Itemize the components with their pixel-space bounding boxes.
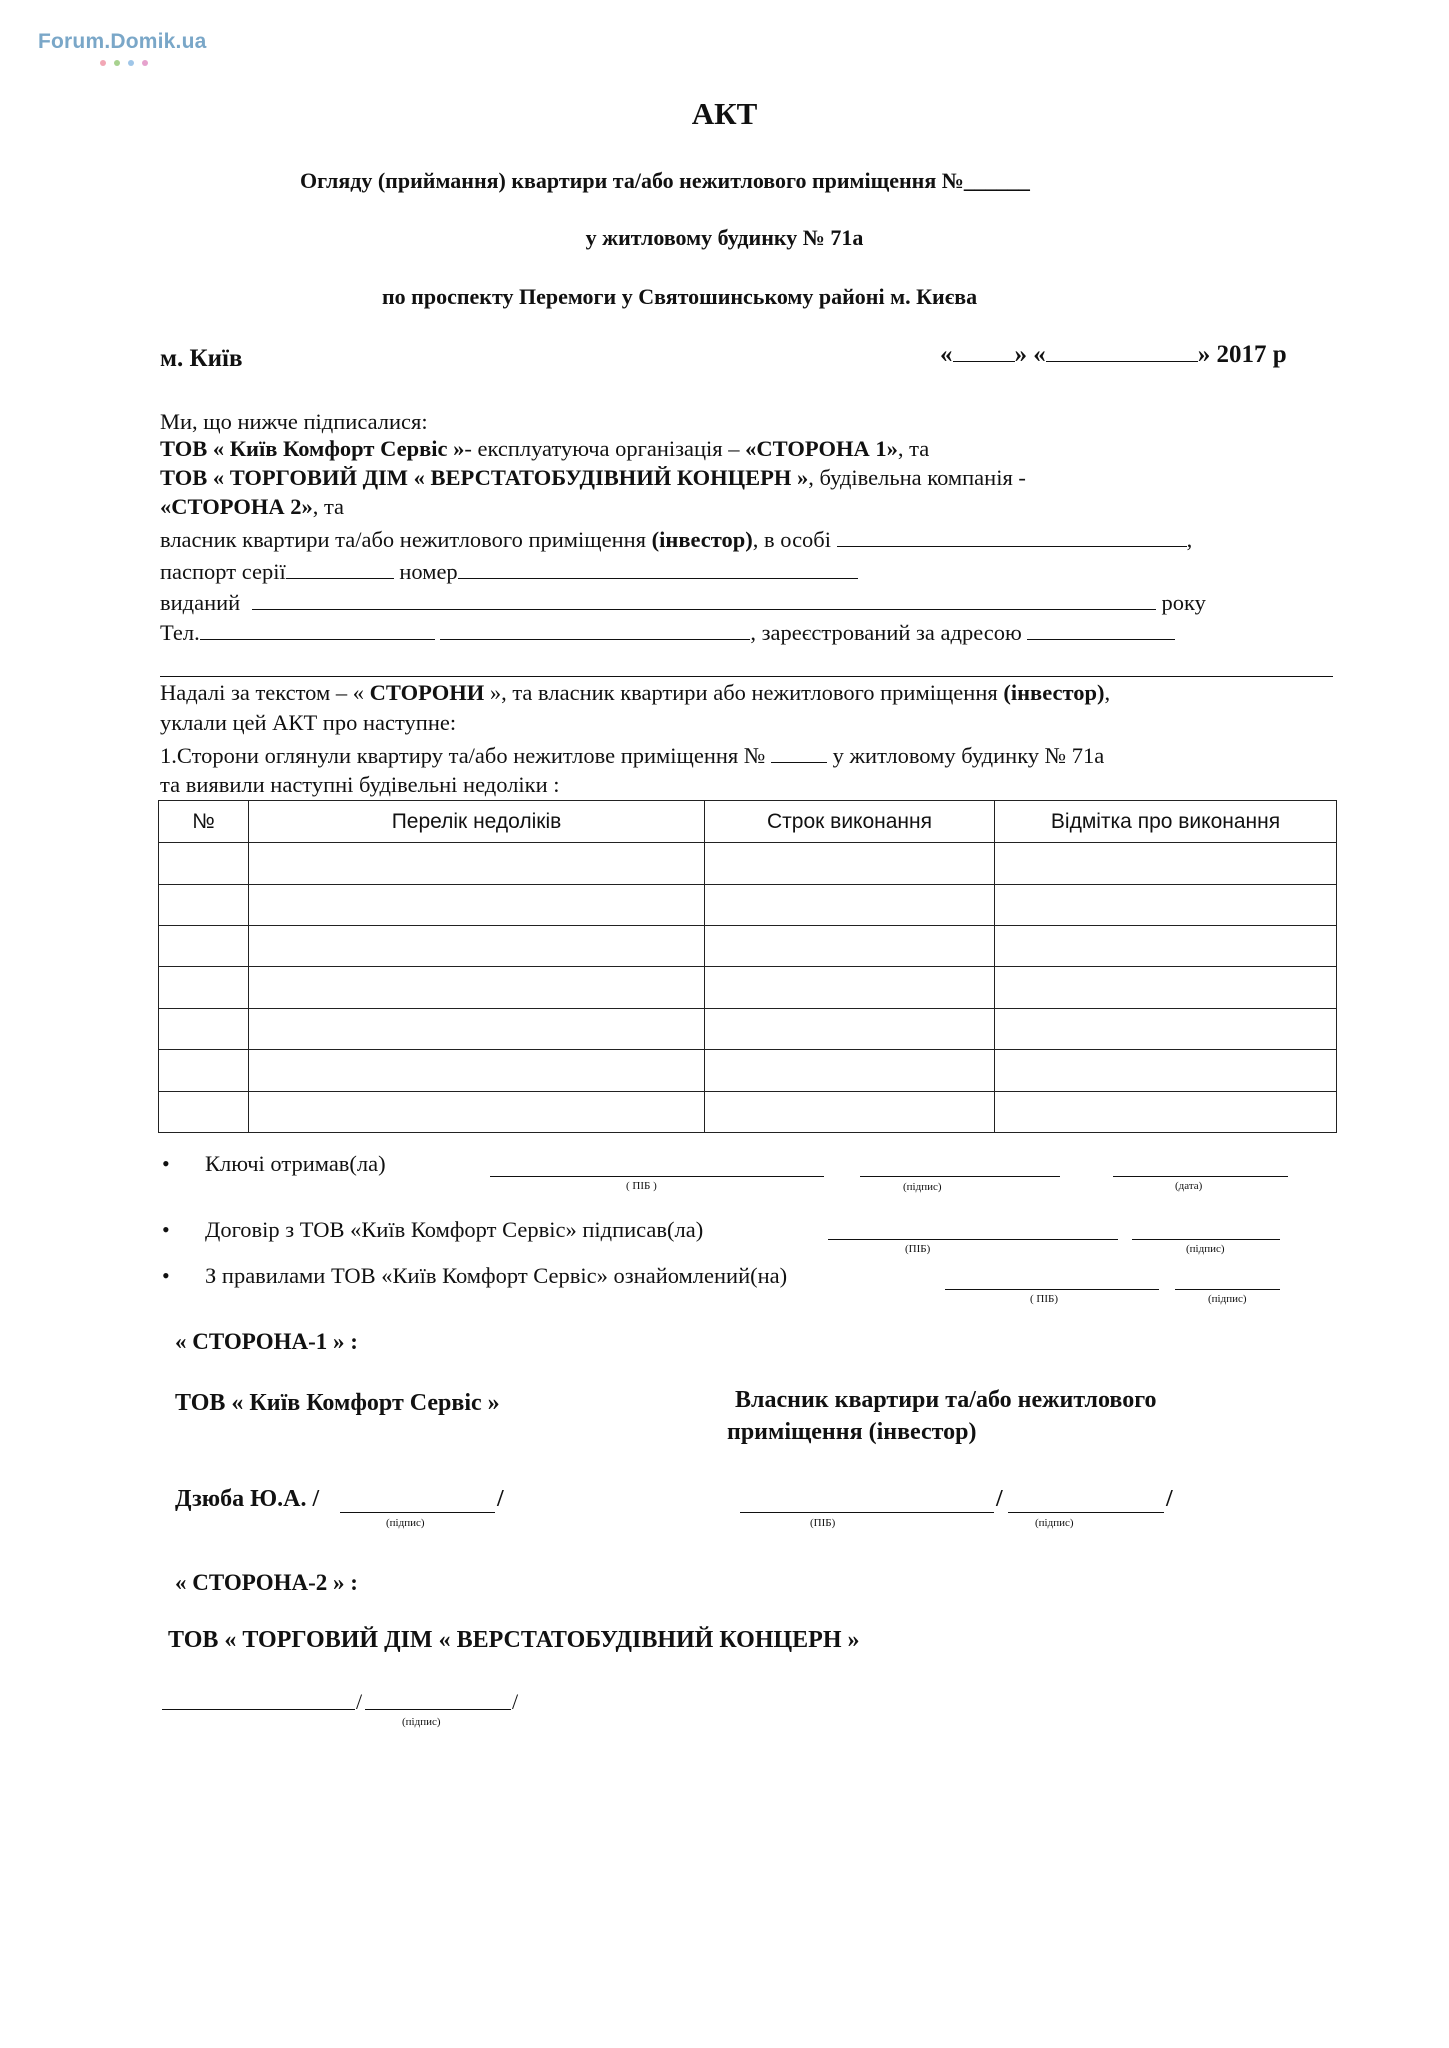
passport-series-label: паспорт серії bbox=[160, 559, 286, 584]
party1-name: ТОВ « Київ Комфорт Сервіс » bbox=[160, 436, 465, 461]
year-label: року bbox=[1161, 590, 1206, 615]
owner-signature-blank[interactable] bbox=[1008, 1512, 1164, 1513]
body-line1-a: Надалі за текстом – « bbox=[160, 680, 370, 705]
watermark-dots bbox=[100, 58, 156, 69]
registered-label: , зареєстрований за адресою bbox=[750, 620, 1022, 645]
table-cell[interactable] bbox=[705, 926, 995, 967]
table-cell[interactable] bbox=[705, 967, 995, 1008]
table-cell[interactable] bbox=[995, 967, 1337, 1008]
contract-signature-blank[interactable] bbox=[1132, 1239, 1280, 1240]
slash: / bbox=[356, 1689, 363, 1714]
table-cell[interactable] bbox=[995, 1008, 1337, 1049]
table-row bbox=[159, 843, 1337, 884]
day-blank[interactable] bbox=[953, 341, 1015, 362]
keys-signature-blank[interactable] bbox=[860, 1176, 1060, 1177]
table-cell[interactable] bbox=[705, 1050, 995, 1091]
body-line4: та виявили наступні будівельні недоліки : bbox=[160, 772, 560, 797]
bullet-dot: • bbox=[162, 1151, 170, 1176]
watermark-dot bbox=[142, 60, 148, 66]
rules-signature-caption: (підпис) bbox=[1208, 1293, 1247, 1305]
table-cell[interactable] bbox=[249, 926, 705, 967]
col-deadline-header: Строк виконання bbox=[705, 801, 995, 843]
rules-pib-blank[interactable] bbox=[945, 1289, 1159, 1290]
passport-line bbox=[160, 558, 858, 585]
table-row bbox=[159, 926, 1337, 967]
col-defects-header: Перелік недоліків bbox=[249, 801, 705, 843]
keys-pib-caption: ( ПІБ ) bbox=[626, 1180, 657, 1192]
col-number-header: № bbox=[159, 801, 249, 843]
phone-line bbox=[160, 619, 1175, 646]
bullet-dot: • bbox=[162, 1217, 170, 1242]
table-cell[interactable] bbox=[249, 1091, 705, 1132]
table-cell[interactable] bbox=[995, 1091, 1337, 1132]
side2-signature-caption: (підпис) bbox=[402, 1716, 441, 1728]
issued-by-blank[interactable] bbox=[252, 589, 1156, 610]
owner-signature-caption: (підпис) bbox=[1035, 1517, 1074, 1529]
owner-pib-blank[interactable] bbox=[740, 1512, 994, 1513]
issued-label: виданий bbox=[160, 590, 241, 615]
table-cell[interactable] bbox=[249, 1050, 705, 1091]
passport-number-label: номер bbox=[399, 559, 458, 584]
phone-label: Тел. bbox=[160, 620, 200, 645]
bullet-dot: • bbox=[162, 1263, 170, 1288]
contract-signed-label: Договір з ТОВ «Київ Комфорт Сервіс» підписав(ла) bbox=[205, 1217, 704, 1242]
document-title: АКТ bbox=[691, 96, 758, 131]
table-row bbox=[159, 1050, 1337, 1091]
side2-organization: ТОВ « ТОРГОВИЙ ДІМ « ВЕРСТАТОБУДІВНИЙ КОНЦЕРН » bbox=[168, 1627, 860, 1653]
passport-series-blank[interactable] bbox=[286, 558, 394, 579]
body-line1 bbox=[160, 680, 1110, 706]
phone-blank-2[interactable] bbox=[440, 619, 750, 640]
side1-signature-blank[interactable] bbox=[340, 1512, 495, 1513]
table-cell[interactable] bbox=[249, 843, 705, 884]
table-cell[interactable] bbox=[995, 843, 1337, 884]
date-open-quote: « bbox=[940, 341, 953, 368]
phone-blank-1[interactable] bbox=[200, 619, 435, 640]
party2-line bbox=[160, 465, 1026, 491]
side2-signature-blank[interactable] bbox=[365, 1709, 511, 1710]
table-cell[interactable] bbox=[249, 1008, 705, 1049]
keys-date-caption: (дата) bbox=[1175, 1180, 1203, 1192]
issued-line bbox=[160, 589, 1206, 616]
body-line1-e: , bbox=[1104, 680, 1111, 705]
table-cell[interactable] bbox=[249, 967, 705, 1008]
table-cell[interactable] bbox=[995, 926, 1337, 967]
defects-table bbox=[158, 800, 1337, 1133]
contract-signature-caption: (підпис) bbox=[1186, 1243, 1225, 1255]
slash: / bbox=[512, 1689, 519, 1714]
table-cell[interactable] bbox=[159, 926, 249, 967]
table-cell[interactable] bbox=[159, 1008, 249, 1049]
side1-heading: « СТОРОНА-1 » : bbox=[175, 1329, 358, 1354]
party1-tail: , та bbox=[897, 436, 930, 461]
table-cell[interactable] bbox=[995, 1050, 1337, 1091]
party2-side: «СТОРОНА 2» bbox=[160, 494, 313, 519]
party2-role: , будівельна компанія - bbox=[808, 465, 1026, 490]
keys-signature-caption: (підпис) bbox=[903, 1181, 942, 1193]
date-field bbox=[940, 341, 1287, 369]
body-investor: (інвестор) bbox=[1003, 680, 1105, 705]
document-subtitle-line2: у житловому будинку № 71а bbox=[585, 225, 864, 250]
document-subtitle-line1: Огляду (приймання) квартири та/або нежитлового приміщення №______ bbox=[300, 168, 1030, 193]
owner-name-blank[interactable] bbox=[837, 526, 1187, 547]
body-line3 bbox=[160, 742, 1104, 769]
keys-date-blank[interactable] bbox=[1113, 1176, 1288, 1177]
side1-organization: ТОВ « Київ Комфорт Сервіс » bbox=[175, 1390, 500, 1416]
owner-investor: (інвестор) bbox=[651, 527, 753, 552]
signer-name: Дзюба Ю.А. / bbox=[175, 1486, 320, 1512]
party1-line bbox=[160, 436, 929, 462]
table-cell[interactable] bbox=[159, 884, 249, 925]
forum-watermark-logo: Forum.Domik.ua bbox=[38, 30, 207, 53]
owner-pib-caption: (ПІБ) bbox=[810, 1517, 836, 1529]
table-cell[interactable] bbox=[705, 1008, 995, 1049]
party1-role: - експлуатуюча організація – bbox=[464, 436, 746, 461]
keys-pib-blank[interactable] bbox=[490, 1176, 824, 1177]
owner-line bbox=[160, 526, 1192, 553]
month-blank[interactable] bbox=[1046, 341, 1198, 362]
parties-intro: Ми, що нижче підписалися: bbox=[160, 409, 428, 434]
premises-number-blank[interactable] bbox=[771, 742, 827, 763]
party2-tail: , та bbox=[312, 494, 345, 519]
owner-comma: , bbox=[1186, 527, 1193, 552]
table-row bbox=[159, 967, 1337, 1008]
body-parties: СТОРОНИ bbox=[369, 680, 485, 705]
contract-pib-caption: (ПІБ) bbox=[905, 1243, 931, 1255]
side2-name-blank[interactable] bbox=[162, 1709, 355, 1710]
owner-heading-line1: Власник квартири та/або нежитлового bbox=[735, 1387, 1157, 1413]
owner-person: , в особі bbox=[752, 527, 832, 552]
table-cell[interactable] bbox=[159, 1091, 249, 1132]
watermark-dot bbox=[128, 60, 134, 66]
rules-pib-caption: ( ПІБ) bbox=[1030, 1293, 1058, 1305]
table-cell[interactable] bbox=[159, 967, 249, 1008]
owner-heading-line2: приміщення (інвестор) bbox=[727, 1419, 977, 1445]
contract-pib-blank[interactable] bbox=[828, 1239, 1118, 1240]
watermark-dot bbox=[114, 60, 120, 66]
table-cell[interactable] bbox=[705, 843, 995, 884]
body-line2: уклали цей АКТ про наступне: bbox=[160, 710, 457, 735]
document-subtitle-line3: по проспекту Перемоги у Святошинському районі м. Києва bbox=[382, 284, 978, 309]
watermark-dot bbox=[100, 60, 106, 66]
date-year: » 2017 р bbox=[1197, 341, 1287, 368]
passport-number-blank[interactable] bbox=[458, 558, 858, 579]
table-row bbox=[159, 884, 1337, 925]
address-blank[interactable] bbox=[1027, 619, 1175, 640]
date-mid-quote: » « bbox=[1014, 341, 1046, 368]
keys-received-label: Ключі отримав(ла) bbox=[205, 1151, 386, 1176]
body-line3-a: 1.Сторони оглянули квартиру та/або нежитлове приміщення № bbox=[160, 743, 766, 768]
table-row bbox=[159, 1091, 1337, 1132]
table-header-row bbox=[159, 801, 1337, 843]
side2-heading: « СТОРОНА-2 » : bbox=[175, 1570, 358, 1595]
address-continuation-blank[interactable] bbox=[160, 676, 1333, 677]
party2-name: ТОВ « ТОРГОВИЙ ДІМ « ВЕРСТАТОБУДІВНИЙ КОНЦЕРН » bbox=[160, 465, 809, 490]
table-cell[interactable] bbox=[159, 1050, 249, 1091]
party1-side: «СТОРОНА 1» bbox=[745, 436, 898, 461]
table-cell[interactable] bbox=[995, 884, 1337, 925]
body-line1-c: », та власник квартири або нежитлового приміщення bbox=[484, 680, 1004, 705]
slash: / bbox=[996, 1486, 1003, 1512]
table-cell[interactable] bbox=[249, 884, 705, 925]
rules-signature-blank[interactable] bbox=[1175, 1289, 1280, 1290]
owner-text: власник квартири та/або нежитлового приміщення bbox=[160, 527, 652, 552]
table-cell[interactable] bbox=[705, 884, 995, 925]
rules-acknowledged-label: З правилами ТОВ «Київ Комфорт Сервіс» ознайомлений(на) bbox=[205, 1263, 788, 1288]
table-row bbox=[159, 1008, 1337, 1049]
slash: / bbox=[1166, 1486, 1173, 1512]
party2-side-line bbox=[160, 494, 344, 520]
body-line3-b: у житловому будинку № 71а bbox=[832, 743, 1105, 768]
city-label: м. Київ bbox=[160, 345, 243, 372]
table-cell[interactable] bbox=[705, 1091, 995, 1132]
col-completion-header: Відмітка про виконання bbox=[995, 801, 1337, 843]
slash: / bbox=[497, 1486, 504, 1512]
side1-signature-caption: (підпис) bbox=[386, 1517, 425, 1529]
table-cell[interactable] bbox=[159, 843, 249, 884]
